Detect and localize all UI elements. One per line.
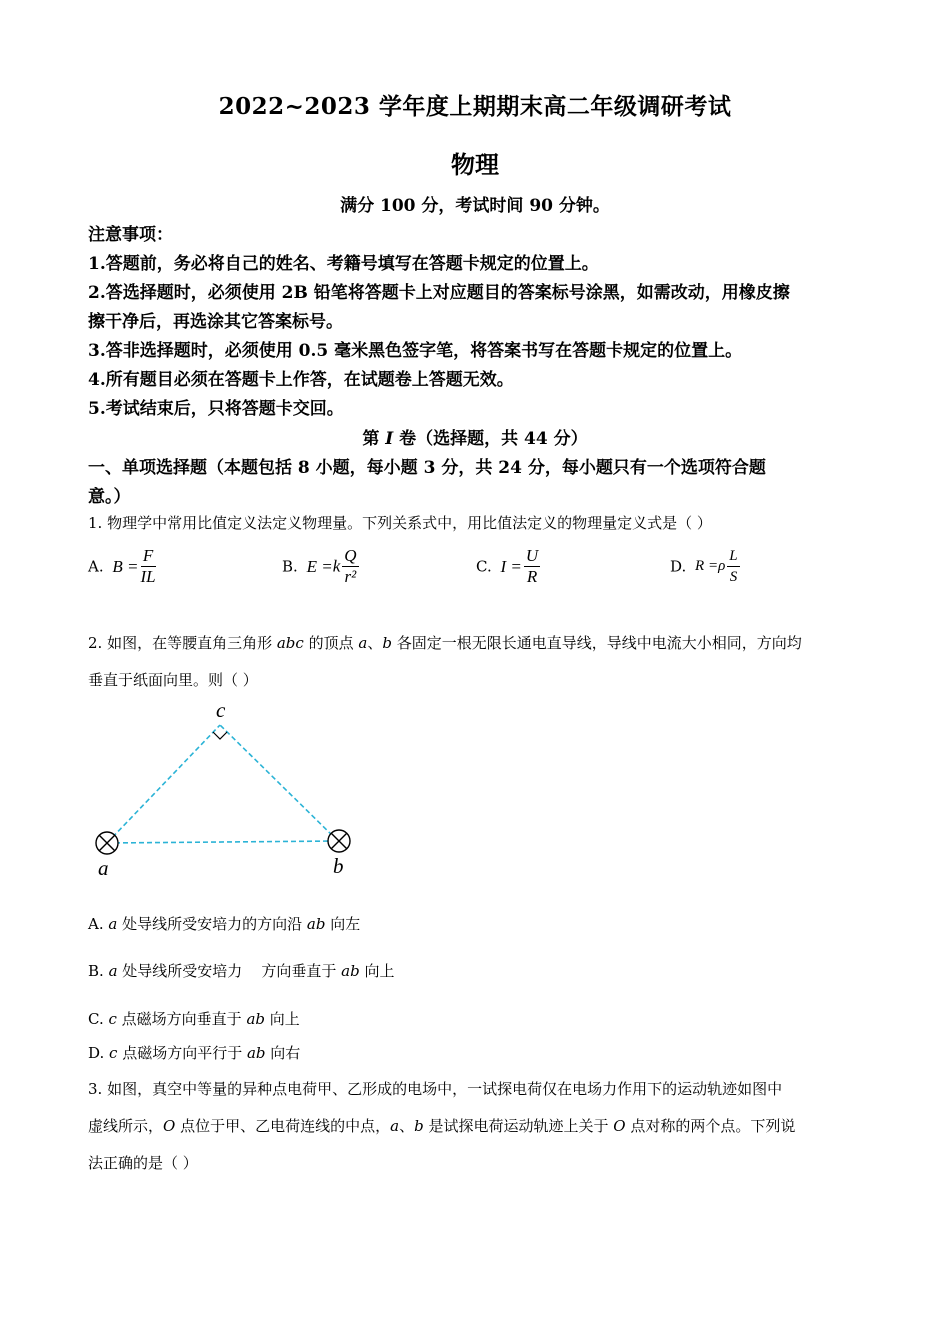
q2-stem-cont: 垂直于纸面向里。则（ ） <box>88 671 258 689</box>
q1-option-d: D. R =ρ $\frac{L}{S}$ <box>670 548 738 585</box>
exam-title: 2022~2023 学年度上期期末高二年级调研考试 <box>218 93 732 120</box>
exam-info: 满分 100 分，考试时间 90 分钟。 <box>340 196 610 216</box>
label-b: b <box>333 854 344 878</box>
volume-heading: 第 I 卷（选择题，共 44 分） <box>362 429 588 449</box>
part-heading-cont: 意。） <box>88 487 131 507</box>
label-a: a <box>98 856 109 880</box>
right-angle-mark <box>213 732 227 739</box>
q1-option-c: C. I = $\frac{U}{R}$ <box>476 546 539 586</box>
part-heading: 一、单项选择题（本题包括 8 小题，每小题 3 分，共 24 分，每小题只有一个选项符合题 <box>88 458 766 478</box>
edge-ab <box>107 841 338 843</box>
q2-option-c: C. c 点磁场方向垂直于 ab 向上 <box>88 1010 300 1028</box>
notice-heading: 注意事项： <box>88 225 173 245</box>
q1-option-b: B. E =k $\frac{Q}{\text{r²}}$ <box>282 546 357 586</box>
notice-item: 擦干净后，再选涂其它答案标号。 <box>88 312 343 332</box>
q1-stem: 1. 物理学中常用比值定义法定义物理量。下列关系式中，用比值法定义的物理量定义式是（ ） <box>88 514 712 532</box>
q2-option-a: A. a 处导线所受安培力的方向沿 ab 向左 <box>88 915 361 933</box>
q2-option-b: B. a 处导线所受安培力 方向垂直于 ab 向上 <box>88 962 395 980</box>
q2-stem: 2. 如图，在等腰直角三角形 abc 的顶点 a、b 各固定一根无限长通电直导线，导线中电流大小相同，方向均 <box>88 634 802 652</box>
q3-stem-end: 法正确的是（ ） <box>88 1154 198 1172</box>
notice-item: 1.答题前，务必将自己的姓名、考籍号填写在答题卡规定的位置上。 <box>88 254 599 274</box>
notice-item: 3.答非选择题时，必须使用 0.5 毫米黑色签字笔，将答案书写在答题卡规定的位置上。 <box>88 341 743 361</box>
edge-ac <box>107 725 220 843</box>
wire-a-icon <box>96 832 118 854</box>
q1-option-a: A. B = $\frac{F}{IL}$ <box>88 546 156 586</box>
q3-stem: 3. 如图，真空中等量的异种点电荷甲、乙形成的电场中，一试探电荷仅在电场力作用下的运动轨迹如图中 <box>88 1080 783 1098</box>
subject-title: 物理 <box>451 150 499 179</box>
triangle-edges <box>107 725 338 843</box>
notice-item: 4.所有题目必须在答题卡上作答，在试题卷上答题无效。 <box>88 370 514 390</box>
edge-bc <box>220 725 338 841</box>
notice-item: 5.考试结束后，只将答题卡交回。 <box>88 399 344 419</box>
q3-stem-cont: 虚线所示，O 点位于甲、乙电荷连线的中点，a、b 是试探电荷运动轨迹上关于 O 点对称的两个点。下列说 <box>88 1117 796 1135</box>
label-c: c <box>216 698 226 722</box>
triangle-figure <box>80 695 380 885</box>
q2-option-d: D. c 点磁场方向平行于 ab 向右 <box>88 1044 301 1062</box>
wire-b-icon <box>328 830 350 852</box>
notice-item: 2.答选择题时，必须使用 2B 铅笔将答题卡上对应题目的答案标号涂黑，如需改动，用橡皮擦 <box>88 283 790 303</box>
